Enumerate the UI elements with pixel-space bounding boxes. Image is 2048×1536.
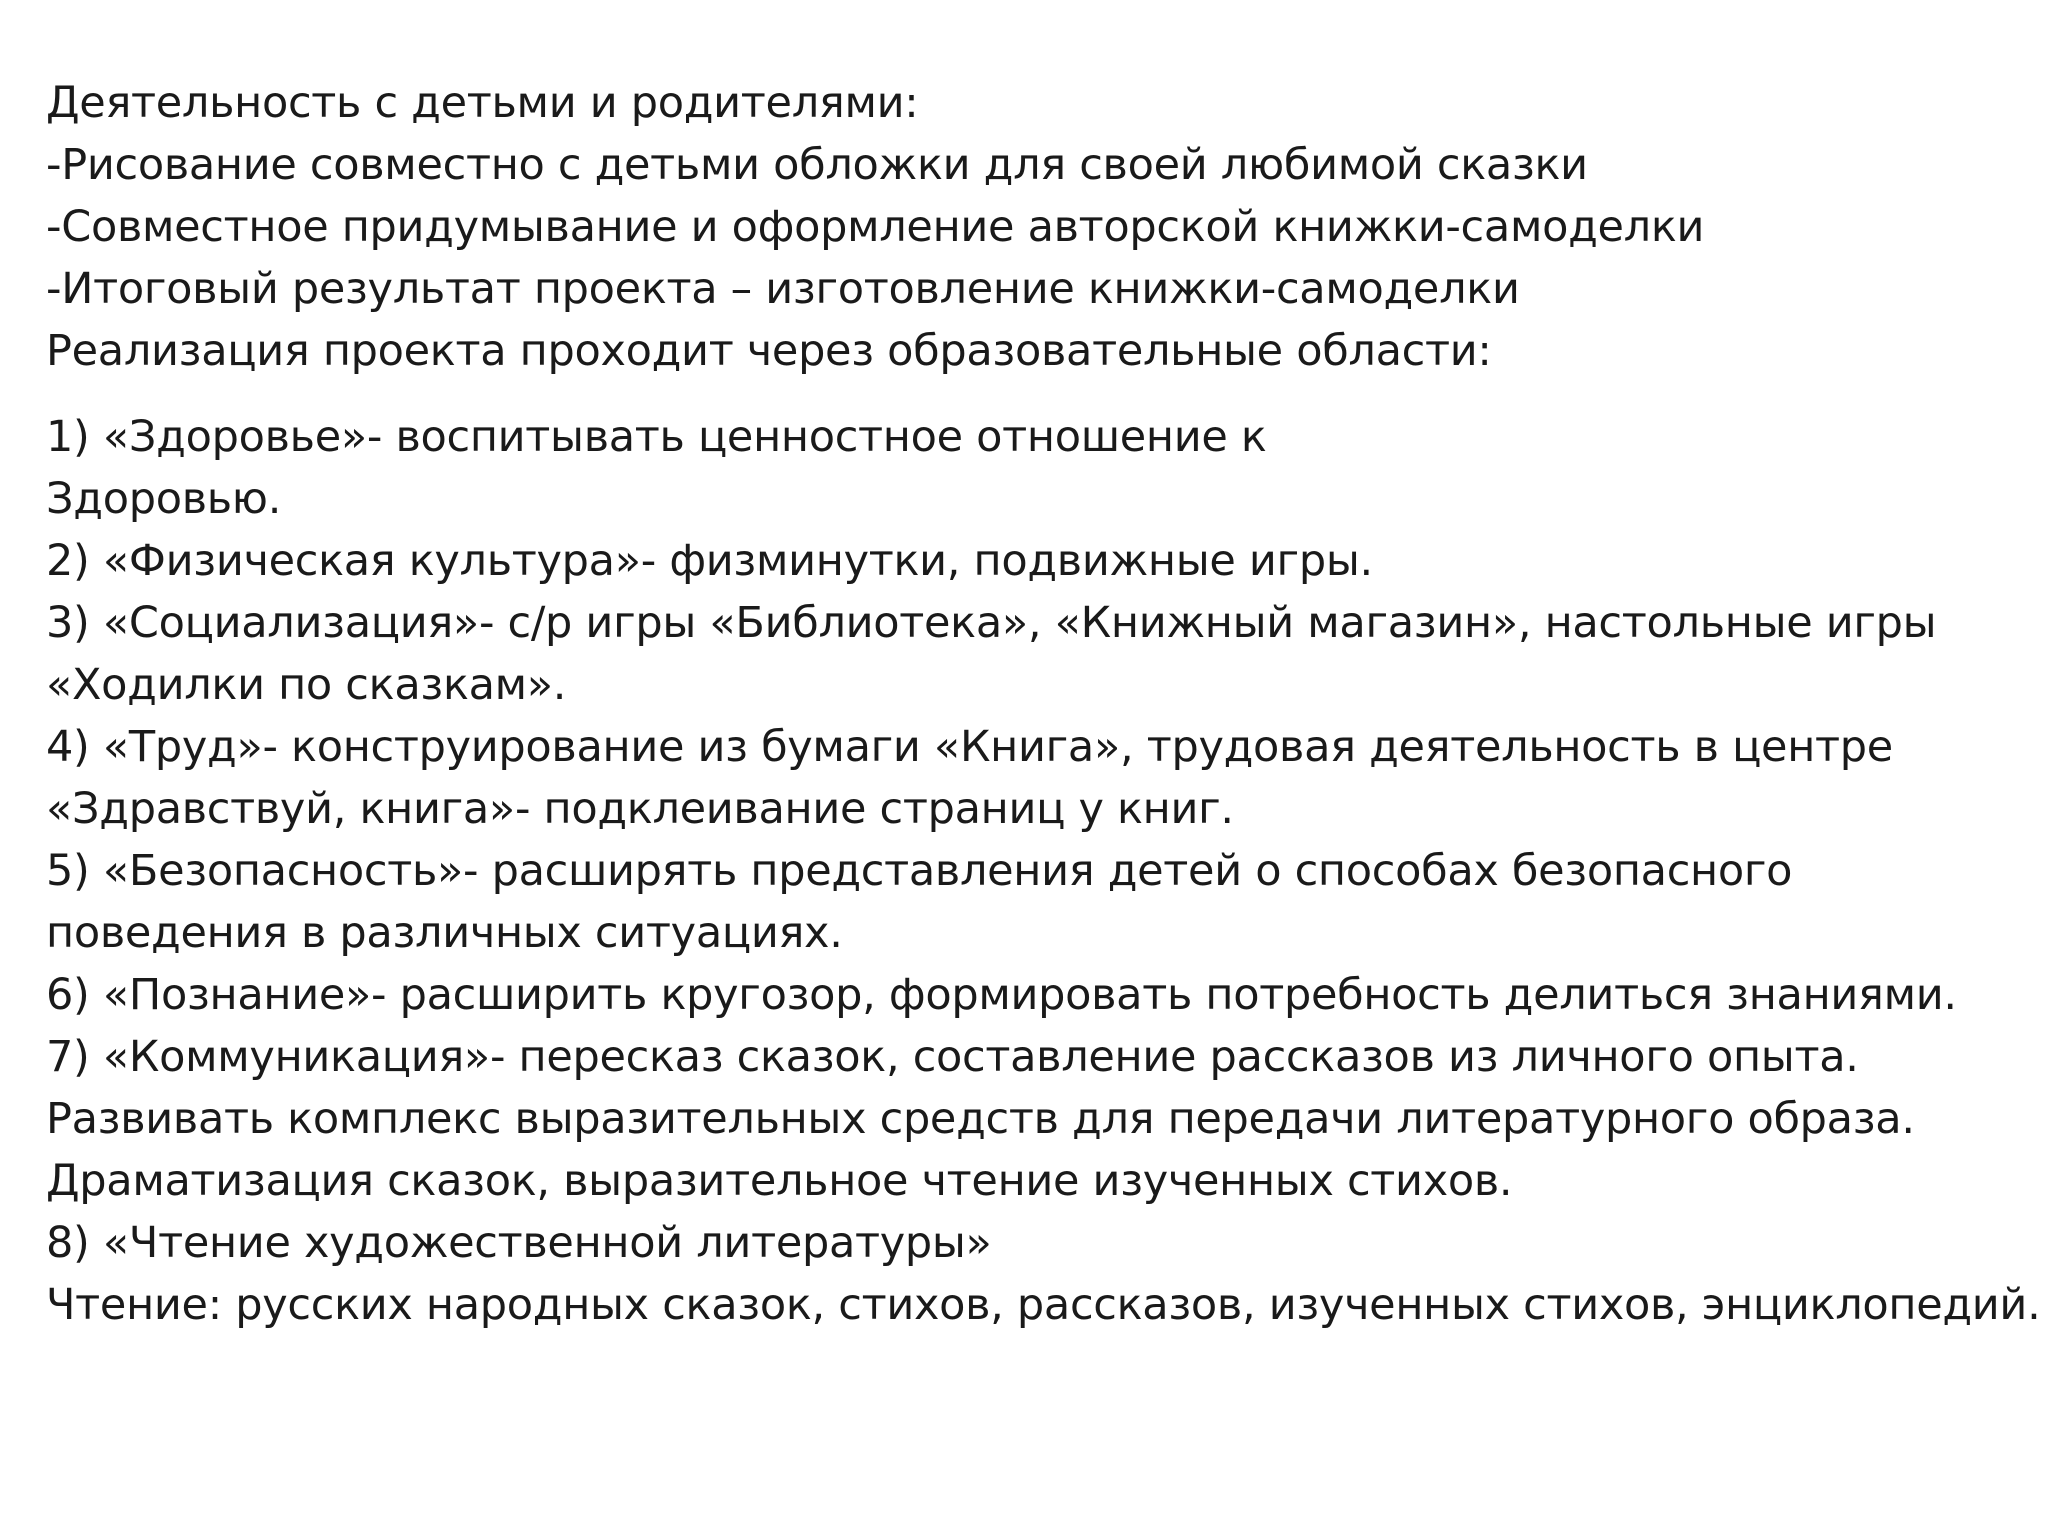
area-line: «Ходилки по сказкам». [46,660,567,710]
area-line: Драматизация сказок, выразительное чтение изученных стихов. [46,1156,1513,1206]
intro-item-result: -Итоговый результат проекта – изготовление книжки-самоделки [46,264,1520,314]
area-line: 7) «Коммуникация»- пересказ сказок, составление рассказов из личного опыта. [46,1032,1859,1082]
area-line: «Здравствуй, книга»- подклеивание страниц у книг. [46,784,1234,834]
intro-item-book-design: -Совместное придумывание и оформление авторской книжки-самоделки [46,202,1705,252]
area-line: поведения в различных ситуациях. [46,908,843,958]
area-line: Развивать комплекс выразительных средств для передачи литературного образа. [46,1094,1915,1144]
area-line: 6) «Познание»- расширить кругозор, формировать потребность делиться знаниями. [46,970,1957,1020]
intro-text-block [46,72,2036,382]
area-line: Чтение: русских народных сказок, стихов, рассказов, изученных стихов, энциклопедий. [46,1280,2041,1330]
area-line: 5) «Безопасность»- расширять представления детей о способах безопасного [46,846,1793,896]
area-line: Здоровью. [46,474,282,524]
intro-areas-heading: Реализация проекта проходит через образовательные области: [46,326,1492,376]
area-line: 8) «Чтение художественной литературы» [46,1218,992,1268]
area-line: 1) «Здоровье»- воспитывать ценностное отношение к [46,412,1267,462]
intro-heading: Деятельность с детьми и родителями: [46,78,919,128]
area-line: 4) «Труд»- конструирование из бумаги «Книга», трудовая деятельность в центре [46,722,1893,772]
area-line: 2) «Физическая культура»- физминутки, подвижные игры. [46,536,1373,586]
intro-item-drawing: -Рисование совместно с детьми обложки для своей любимой сказки [46,140,1588,190]
area-line: 3) «Социализация»- с/р игры «Библиотека», «Книжный магазин», настольные игры [46,598,1937,648]
educational-areas-block [46,406,2041,1336]
